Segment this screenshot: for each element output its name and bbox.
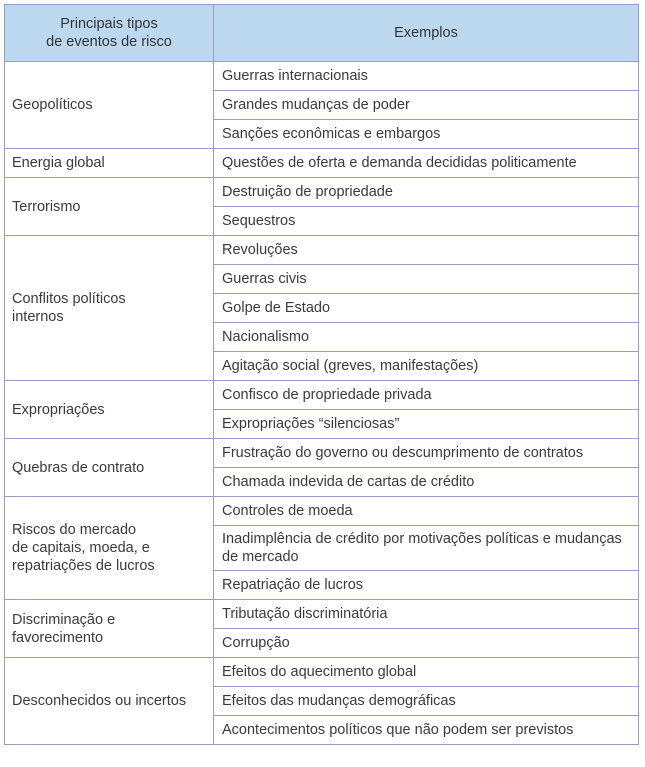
example-cell: Guerras civis — [214, 265, 639, 294]
table-row — [5, 439, 639, 468]
table-row — [5, 497, 639, 526]
example-cell: Inadimplência de crédito por motivações políticas e mudanças de mercado — [214, 526, 639, 571]
table-row — [5, 381, 639, 410]
example-cell: Controles de moeda — [214, 497, 639, 526]
table-row — [5, 178, 639, 207]
example-cell: Grandes mudanças de poder — [214, 91, 639, 120]
risk-category-cell: Terrorismo — [5, 178, 214, 236]
risk-category-cell: Discriminação e favorecimento — [5, 600, 214, 658]
risk-category-cell: Expropriações — [5, 381, 214, 439]
risk-category-cell: Geopolíticos — [5, 62, 214, 149]
table-row — [5, 236, 639, 265]
example-cell: Frustração do governo ou descumprimento de contratos — [214, 439, 639, 468]
header-risk-types — [5, 5, 214, 62]
example-cell: Golpe de Estado — [214, 294, 639, 323]
example-cell: Chamada indevida de cartas de crédito — [214, 468, 639, 497]
example-cell: Corrupção — [214, 629, 639, 658]
example-cell: Efeitos do aquecimento global — [214, 658, 639, 687]
example-cell: Sequestros — [214, 207, 639, 236]
risk-events-table — [4, 4, 639, 745]
example-cell: Tributação discriminatória — [214, 600, 639, 629]
header-line-1: Principais tipos — [60, 16, 158, 32]
example-cell: Revoluções — [214, 236, 639, 265]
header-row — [5, 5, 639, 62]
example-cell: Sanções econômicas e embargos — [214, 120, 639, 149]
risk-category-cell: Desconhecidos ou incertos — [5, 658, 214, 745]
example-cell: Destruição de propriedade — [214, 178, 639, 207]
example-cell: Agitação social (greves, manifestações) — [214, 352, 639, 381]
table-body — [5, 62, 639, 745]
example-cell: Efeitos das mudanças demográficas — [214, 687, 639, 716]
table-row — [5, 658, 639, 687]
example-cell: Questões de oferta e demanda decididas politicamente — [214, 149, 639, 178]
risk-category-cell: Quebras de contrato — [5, 439, 214, 497]
table-row — [5, 62, 639, 91]
header-examples: Exemplos — [214, 5, 639, 62]
example-cell: Nacionalismo — [214, 323, 639, 352]
risk-category-cell: Conflitos políticos internos — [5, 236, 214, 381]
example-cell: Expropriações “silenciosas” — [214, 410, 639, 439]
example-cell: Repatriação de lucros — [214, 571, 639, 600]
example-cell: Guerras internacionais — [214, 62, 639, 91]
example-cell: Confisco de propriedade privada — [214, 381, 639, 410]
risk-category-cell: Riscos do mercado de capitais, moeda, e repatriações de lucros — [5, 497, 214, 600]
header-line-2: de eventos de risco — [46, 34, 172, 50]
table-row — [5, 149, 639, 178]
risk-category-cell: Energia global — [5, 149, 214, 178]
example-cell: Acontecimentos políticos que não podem ser previstos — [214, 716, 639, 745]
table-row — [5, 600, 639, 629]
